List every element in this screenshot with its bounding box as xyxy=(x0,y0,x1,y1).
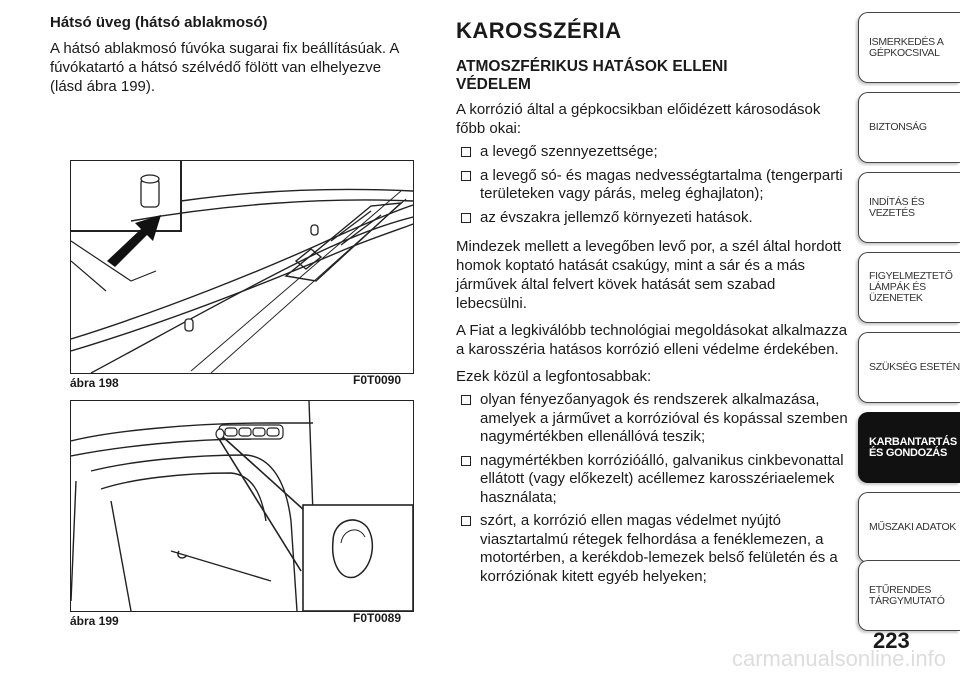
chapter-tabs xyxy=(858,0,960,678)
left-column xyxy=(50,14,435,104)
paragraph: Mindezek mellett a levegőben levő por, a szél által hordott homok koptató hatását csakúgy, mint a sár és a más járművek által felvert kövek hatását sem szabad lebecsülni. xyxy=(456,238,842,312)
figure-199-code: F0T0089 xyxy=(353,611,402,625)
measures-list xyxy=(456,391,848,586)
tab-starting-driving[interactable]: INDÍTÁS ÉS VEZETÉS xyxy=(858,172,960,243)
right-column xyxy=(456,14,848,591)
list-item: szórt, a korrózió ellen magas védelmet nyújtó viasztartalmú rétegek felhordása a fenéklemezen, a motortérben, a kerékdob-lemezek belső felületén és a korróziónak kitett egyéb helyeken; xyxy=(456,512,848,586)
figure-198-caption: ábra 198 xyxy=(70,376,119,390)
page-number: 223 xyxy=(873,628,910,653)
list-item: olyan fényezőanyagok és rendszerek alkalmazása, amelyek a járművet a korrózióval és kopással szemben nagymértékben ellenállóvá teszik; xyxy=(456,391,848,447)
tab-index[interactable]: ETŰRENDES TÁRGYMUTATÓ xyxy=(858,560,960,631)
figure-198-code: F0T0090 xyxy=(353,373,402,387)
list-item: nagymértékben korrózióálló, galvanikus cinkbevonattal ellátott (vagy előkezelt) acéllemez karosszériaelemek használata; xyxy=(456,452,848,508)
figure-198 xyxy=(70,160,414,374)
figure-199-caption: ábra 199 xyxy=(70,614,119,628)
tab-getting-to-know[interactable]: ISMERKEDÉS A GÉPKOCSIVAL xyxy=(858,12,960,83)
tab-warning-lights[interactable]: FIGYELMEZTETŐ LÁMPÁK ÉS ÜZENETEK xyxy=(858,252,960,323)
rear-washer-nozzle-illustration xyxy=(71,161,413,373)
page-title: KAROSSZÉRIA xyxy=(456,18,622,43)
intro-paragraph: A korrózió által a gépkocsikban előidézett károsodások főbb okai: xyxy=(456,101,821,137)
list-item: a levegő szennyezettsége; xyxy=(456,143,848,162)
rear-glass-heading: Hátsó üveg (hátsó ablakmosó) xyxy=(50,14,268,31)
rear-window-nozzle-holder-illustration xyxy=(71,401,413,611)
section-heading: ATMOSZFÉRIKUS HATÁSOK ELLENI VÉDELEM xyxy=(456,58,728,93)
rear-washer-paragraph: A hátsó ablakmosó fúvóka sugarai fix beállításúak. A fúvókatartó a hátsó szélvédő fölött van elhelyezve (lásd ábra 199). xyxy=(50,40,400,95)
paragraph: Ezek közül a legfontosabbak: xyxy=(456,368,652,385)
causes-list xyxy=(456,143,848,227)
watermark: carmanualsonline.info xyxy=(731,646,946,671)
list-item: az évszakra jellemző környezeti hatások. xyxy=(456,209,848,228)
tab-emergency[interactable]: SZÜKSÉG ESETÉN xyxy=(858,332,960,403)
list-item: a levegő só- és magas nedvességtartalma (tengerparti területeken vagy párás, meleg éghajlaton); xyxy=(456,167,848,204)
paragraph: A Fiat a legkiválóbb technológiai megoldásokat alkalmazza a karosszéria hatásos korrózió elleni védelme érdekében. xyxy=(456,322,848,358)
figure-199 xyxy=(70,400,414,612)
tab-technical-data[interactable]: MŰSZAKI ADATOK xyxy=(858,492,960,563)
tab-safety[interactable]: BIZTONSÁG xyxy=(858,92,960,163)
tab-maintenance[interactable]: KARBANTARTÁS ÉS GONDOZÁS xyxy=(858,412,960,483)
